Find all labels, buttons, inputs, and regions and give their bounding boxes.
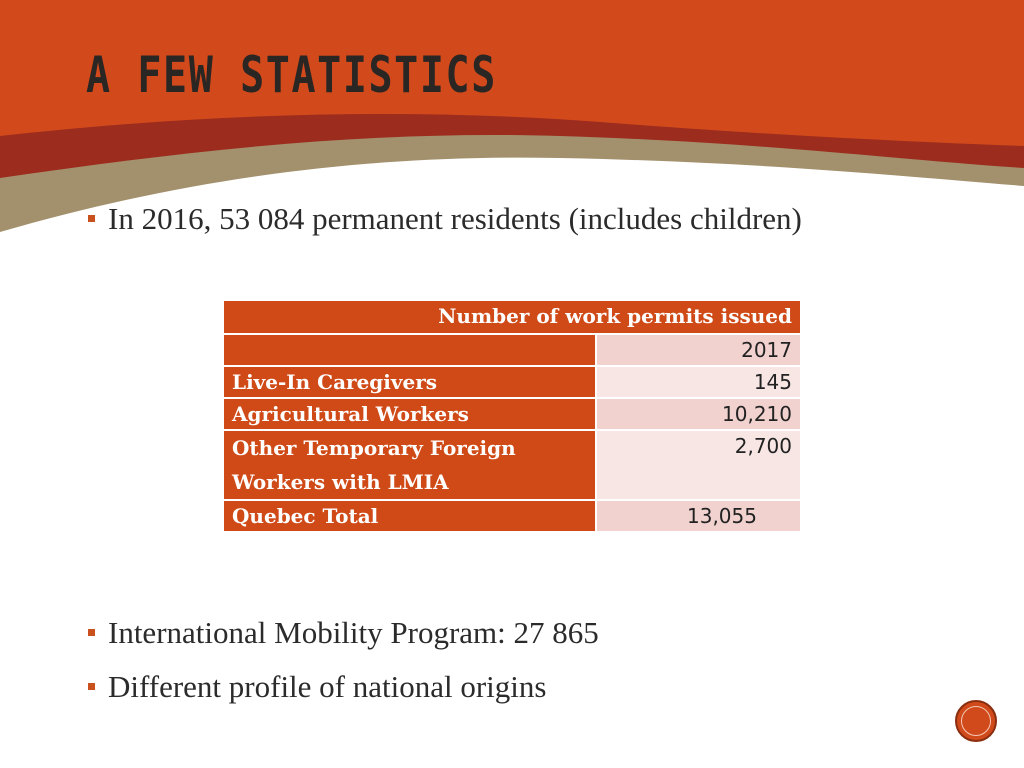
bullet-square-icon (88, 683, 95, 690)
row-label (223, 334, 596, 366)
table-row (223, 366, 801, 398)
table-header-row (223, 300, 801, 334)
bullet-square-icon (88, 215, 95, 222)
row-label: Agricultural Workers (223, 398, 596, 430)
table-row (223, 334, 801, 366)
circle-ring (961, 706, 991, 736)
circle-button-icon[interactable] (955, 700, 997, 742)
row-value: 10,210 (596, 398, 801, 430)
bullet-national-origins (88, 668, 908, 706)
row-value: 2,700 (596, 430, 801, 500)
slide-title: A FEW STATISTICS (86, 46, 497, 104)
year-cell: 2017 (596, 334, 801, 366)
row-value: 145 (596, 366, 801, 398)
table-total-row (223, 500, 801, 532)
bullet-mobility-program (88, 614, 908, 652)
total-label: Quebec Total (223, 500, 596, 532)
bullet-square-icon (88, 629, 95, 636)
bullet-text: International Mobility Program: 27 865 (108, 615, 599, 650)
table-row (223, 430, 801, 500)
work-permits-table (222, 299, 802, 533)
table-row (223, 398, 801, 430)
bullet-text: Different profile of national origins (108, 669, 547, 704)
total-value: 13,055 (596, 500, 801, 532)
row-label: Live-In Caregivers (223, 366, 596, 398)
table-header: Number of work permits issued (223, 300, 801, 334)
row-label: Other Temporary Foreign Workers with LMIA (223, 430, 596, 500)
bullet-text: In 2016, 53 084 permanent residents (includes children) (108, 201, 802, 236)
bullet-permanent-residents (88, 200, 868, 238)
